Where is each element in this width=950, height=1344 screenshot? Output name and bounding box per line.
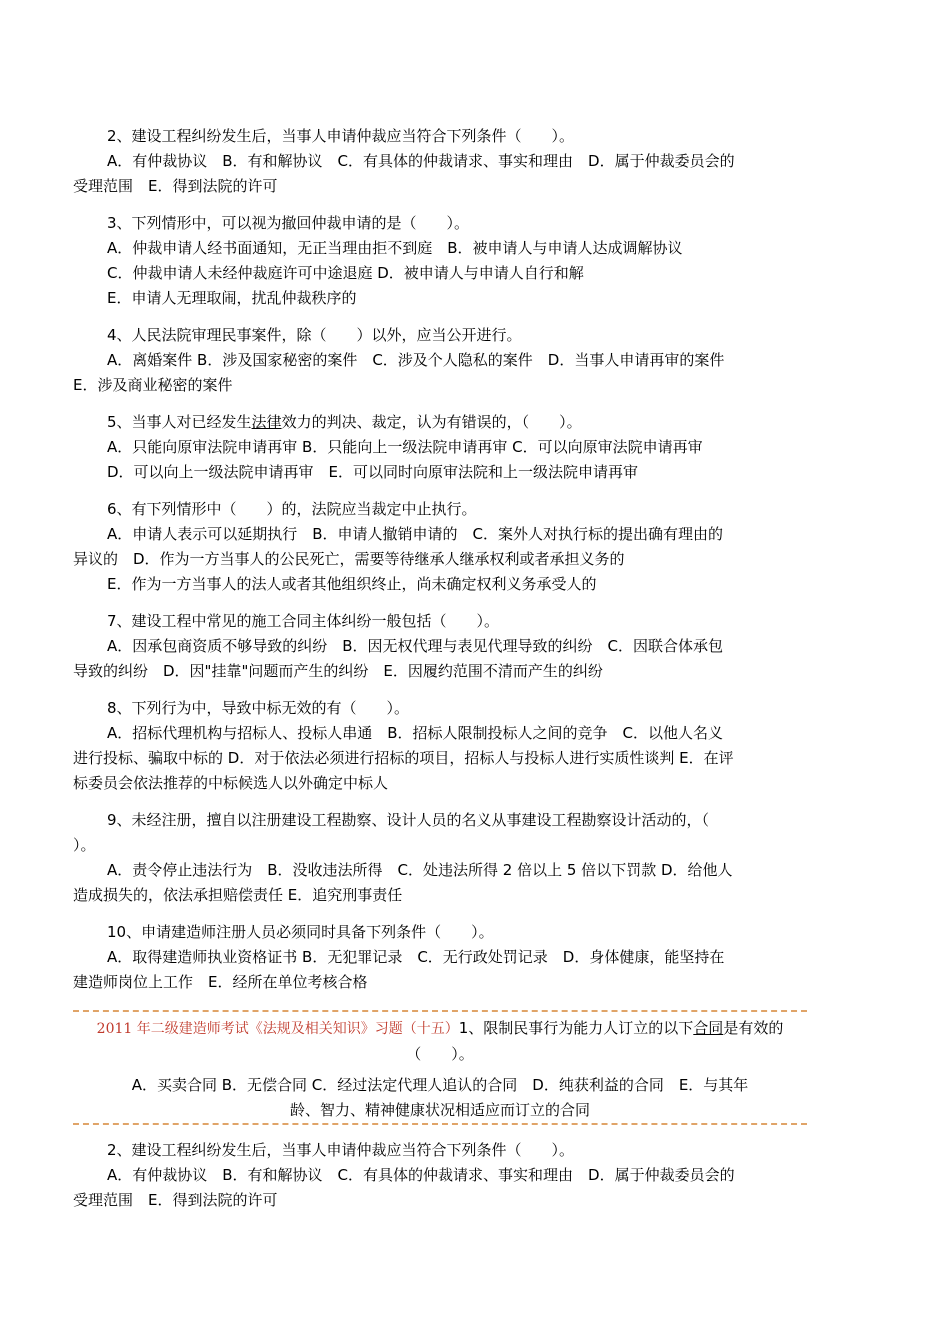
options-line: E．申请人无理取闹，扰乱仲裁秩序的 <box>107 289 357 307</box>
banner-question-1 <box>73 1012 807 1123</box>
question-stem: 8、下列行为中，导致中标无效的有（ ）。 <box>107 699 410 717</box>
options-line: A．只能向原审法院申请再审 B．只能向上一级法院申请再审 C．可以向原审法院申请再审 <box>107 438 703 456</box>
question-10 <box>73 920 807 995</box>
question-stem: 7、建设工程中常见的施工合同主体纠纷一般包括（ ）。 <box>107 612 500 630</box>
options-line: A．因承包商资质不够导致的纠纷 B．因无权代理与表见代理导致的纠纷 C．因联合体承包 <box>107 637 724 655</box>
options-line: E．涉及商业秘密的案件 <box>73 376 233 394</box>
question-stem: 10、申请建造师注册人员必须同时具备下列条件（ ）。 <box>107 923 494 941</box>
options-line: A．买卖合同 B．无偿合同 C．经过法定代理人追认的合同 D．纯获利益的合同 E．与其年 <box>131 1076 749 1094</box>
question-stem: 9、未经注册，擅自以注册建设工程勘察、设计人员的名义从事建设工程勘察设计活动的，（ <box>107 811 710 829</box>
options-line: 受理范围 E．得到法院的许可 <box>73 1191 278 1209</box>
stem-text: 效力的判决、裁定，认为有错误的，（ ）。 <box>281 413 582 431</box>
options-line: C．仲裁申请人未经仲裁庭许可中途退庭 D．被申请人与申请人自行和解 <box>107 264 584 282</box>
contract-link[interactable]: 合同 <box>693 1019 724 1037</box>
options-line: E．作为一方当事人的法人或者其他组织终止，尚未确定权利义务承受人的 <box>107 575 597 593</box>
question-stem <box>73 410 807 435</box>
question-stem: 3、下列情形中，可以视为撤回仲裁申请的是（ ）。 <box>107 214 470 232</box>
options-line: 标委员会依法推荐的中标候选人以外确定中标人 <box>73 774 389 792</box>
question-stem: 4、人民法院审理民事案件，除（ ）以外，应当公开进行。 <box>107 326 522 344</box>
question-5 <box>73 410 807 485</box>
stem-text: 5、当事人对已经发生 <box>107 413 252 431</box>
question-3 <box>73 211 807 311</box>
question-stem: 2、建设工程纠纷发生后，当事人申请仲裁应当符合下列条件（ ）。 <box>107 1141 575 1159</box>
question-stem-cont: ）。 <box>73 836 96 854</box>
options-line: A．离婚案件 B．涉及国家秘密的案件 C．涉及个人隐私的案件 D．当事人申请再审的案件 <box>107 351 725 369</box>
question-6 <box>73 497 807 597</box>
options-line: D．可以向上一级法院申请再审 E．可以同时向原审法院和上一级法院申请再审 <box>107 463 639 481</box>
options-line: A．有仲裁协议 B．有和解协议 C．有具体的仲裁请求、事实和理由 D．属于仲裁委员会的 <box>107 152 735 170</box>
options-line: 造成损失的，依法承担赔偿责任 E．追究刑事责任 <box>73 886 403 904</box>
question-7 <box>73 609 807 684</box>
options-line: 龄、智力、精神健康状况相适应而订立的合同 <box>289 1101 590 1119</box>
options-line: A．取得建造师执业资格证书 B．无犯罪记录 C．无行政处罚记录 D．身体健康，能坚持在 <box>107 948 725 966</box>
options-line: 受理范围 E．得到法院的许可 <box>73 177 278 195</box>
options-line: 导致的纠纷 D．因"挂靠"问题而产生的纠纷 E．因履约范围不清而产生的纠纷 <box>73 662 603 680</box>
question-2-repeat <box>73 1138 807 1213</box>
question-stem: 6、有下列情形中（ ）的，法院应当裁定中止执行。 <box>107 500 477 518</box>
stem-text: 是有效的 <box>723 1019 784 1037</box>
options-line: 建造师岗位上工作 E．经所在单位考核合格 <box>73 973 368 991</box>
question-9 <box>73 808 807 908</box>
options-line: A．有仲裁协议 B．有和解协议 C．有具体的仲裁请求、事实和理由 D．属于仲裁委员会的 <box>107 1166 735 1184</box>
law-link[interactable]: 法律 <box>251 413 282 431</box>
options-line: 异议的 D．作为一方当事人的公民死亡，需要等待继承人继承权利或者承担义务的 <box>73 550 625 568</box>
options-line: A．申请人表示可以延期执行 B．申请人撤销申请的 C．案外人对执行标的提出确有理由的 <box>107 525 724 543</box>
options-line: A．招标代理机构与招标人、投标人串通 B．招标人限制投标人之间的竞争 C．以他人名义 <box>107 724 724 742</box>
question-stem: 2、建设工程纠纷发生后，当事人申请仲裁应当符合下列条件（ ）。 <box>107 127 575 145</box>
stem-text: 1、限制民事行为能力人订立的以下 <box>458 1019 694 1037</box>
document-page-continued <box>73 1138 807 1213</box>
options-line: A．仲裁申请人经书面通知，无正当理由拒不到庭 B．被申请人与申请人达成调解协议 <box>107 239 683 257</box>
document-page <box>73 0 807 995</box>
question-4 <box>73 323 807 398</box>
question-stem-cont: （ ）。 <box>406 1045 474 1063</box>
dashed-divider-bottom <box>73 1123 807 1125</box>
question-8 <box>73 696 807 796</box>
options-line: 进行投标、骗取中标的 D．对于依法必须进行招标的项目，招标人与投标人进行实质性谈判 E．在评 <box>73 749 734 767</box>
question-2 <box>73 124 807 199</box>
options-line: A．责令停止违法行为 B．没收违法所得 C．处违法所得 2 倍以上 5 倍以下罚款 D．给他人 <box>107 861 733 879</box>
exam-banner <box>73 1010 807 1125</box>
banner-title[interactable]: 2011 年二级建造师考试《法规及相关知识》习题（十五） <box>96 1021 459 1037</box>
